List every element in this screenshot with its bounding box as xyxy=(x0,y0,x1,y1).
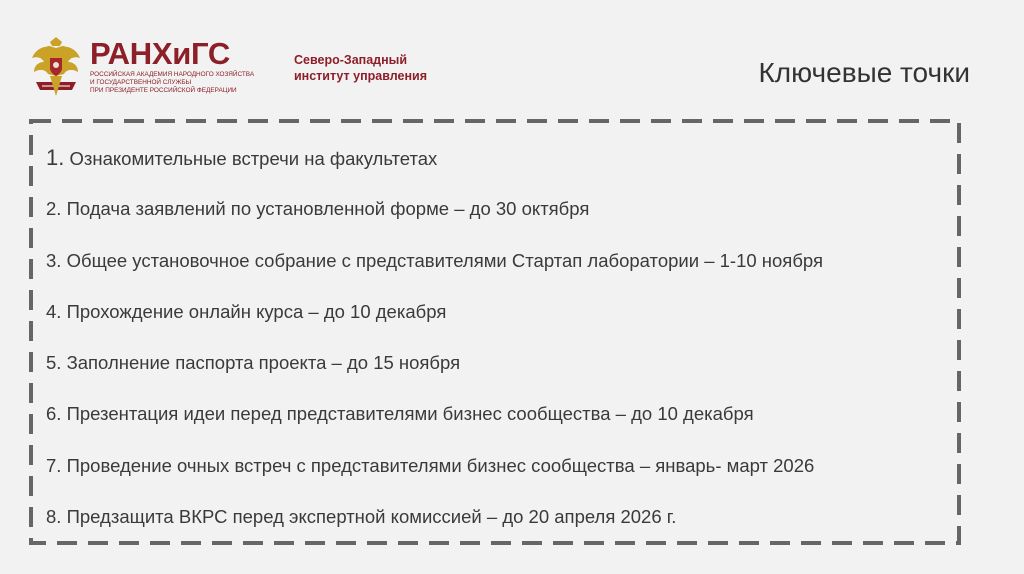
step-text: Подача заявлений по установленной форме – до 30 октября xyxy=(61,198,590,220)
list-item xyxy=(46,191,946,242)
step-number: 4. xyxy=(46,300,62,322)
list-item xyxy=(46,345,946,396)
brand-subtitle xyxy=(90,71,255,95)
step-text: Проведение очных встреч с представителями бизнес сообщества – январь- март 2026 xyxy=(61,454,815,476)
brand-block xyxy=(90,36,255,95)
institute-name xyxy=(294,52,427,84)
institute-line: Северо-Западный xyxy=(294,53,408,67)
step-number: 5. xyxy=(46,352,62,374)
institute-line: институт управления xyxy=(294,69,427,83)
step-text: Прохождение онлайн курса – до 10 декабря xyxy=(61,300,447,322)
step-text: Предзащита ВКРС перед экспертной комиссией – до 20 апреля 2026 г. xyxy=(61,506,677,528)
list-item xyxy=(46,243,946,294)
page-title: Ключевые точки xyxy=(758,57,970,88)
brand-subtitle-line: ПРИ ПРЕЗИДЕНТЕ РОССИЙСКОЙ ФЕДЕРАЦИИ xyxy=(90,87,237,94)
step-number: 8. xyxy=(46,506,62,528)
list-item xyxy=(46,396,946,447)
brand-subtitle-line: РОССИЙСКАЯ АКАДЕМИЯ НАРОДНОГО ХОЗЯЙСТВА xyxy=(90,71,255,78)
step-number: 3. xyxy=(46,249,62,271)
step-text: Заполнение паспорта проекта – до 15 ноября xyxy=(61,352,461,374)
list-item xyxy=(46,140,946,191)
step-text: Ознакомительные встречи на факультетах xyxy=(64,148,438,169)
step-number: 1. xyxy=(46,145,65,170)
brand-subtitle-line: И ГОСУДАРСТВЕННОЙ СЛУЖБЫ xyxy=(90,79,192,86)
step-text: Общее установочное собрание с представителями Стартап лаборатории – 1-10 ноября xyxy=(61,249,824,271)
list-item xyxy=(46,294,946,345)
step-text: Презентация идеи перед представителями бизнес сообщества – до 10 декабря xyxy=(61,403,754,425)
list-item xyxy=(46,448,946,499)
step-number: 6. xyxy=(46,403,62,425)
brand-name: РАНХиГС xyxy=(90,36,230,71)
double-headed-eagle-emblem-icon xyxy=(28,36,84,102)
step-number: 2. xyxy=(46,198,62,220)
steps-list xyxy=(46,140,946,550)
step-number: 7. xyxy=(46,454,62,476)
list-item xyxy=(46,499,946,550)
